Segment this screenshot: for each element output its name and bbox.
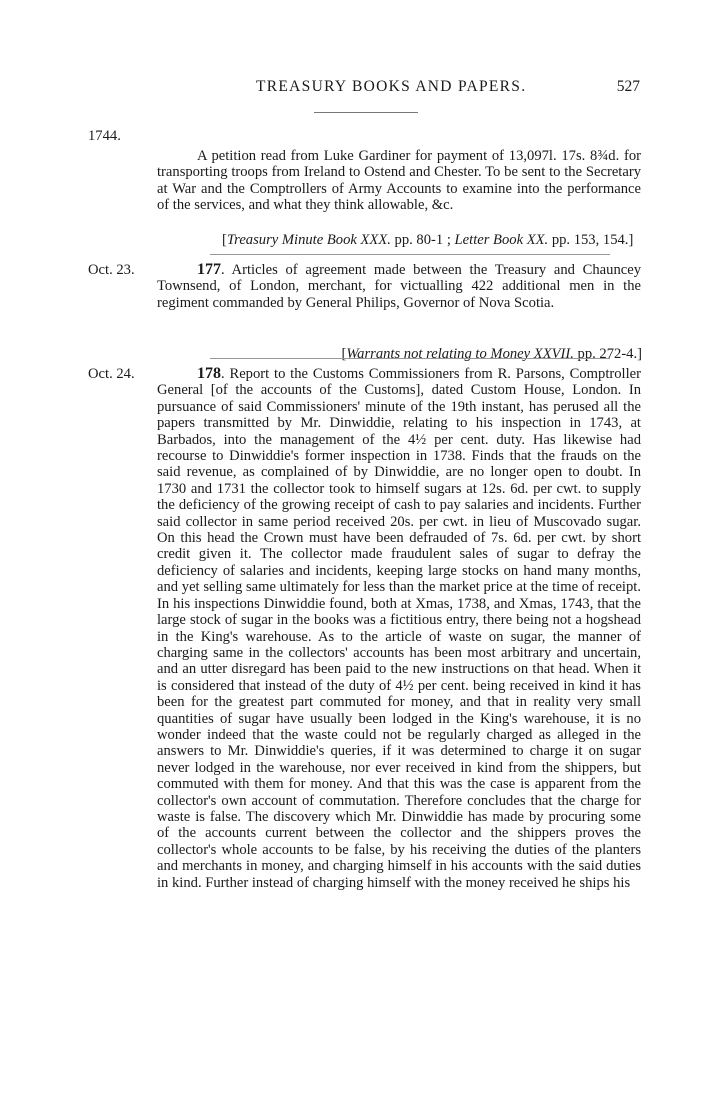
running-head [0,78,722,100]
page-number: 527 [616,78,640,95]
entry-body: . Report to the Customs Commissioners from R. Parsons, Comptroller General [of the accounts of the Customs], dated Custom House, London. In pursuance of said Commissioners' minute of the 19th instant, has perused all the papers transmitted by Mr. Dinwiddie, relating to his inspection in 1743, at Barbados, into the management of the 4½ per cent. duty. Has likewise had recourse to Dinwiddie's former inspection in 1738. Finds that the frauds on the said revenue, as complained of by Dinwiddie, are no longer open to doubt. In 1730 and 1731 the collector took to himself sugars at 12s. 6d. per cwt. to supply the deficiency of the growing receipt of cash to pay salaries and incidents. Further said collector in same period received 20s. per cwt. in lieu of Muscovado sugar. On this head the Crown must have been defrauded of 7s. 6d. per cwt. by short credit given it. The collector made fraudulent sales of sugar to defray the deficiency of salaries and incidents, keeping large stocks on hand many months, and yet selling same ultimately for less than the market price at the time of receipt. In his inspections Dinwiddie found, both at Xmas, 1738, and Xmas, 1743, that the large stock of sugar in the books was a fictitious entry, there being not a hogshead in the King's warehouse. As to the article of waste on sugar, the manner of charging same in the collectors' accounts has been most arbitrary and uncertain, and an utter disregard has been paid to the new instructions on that head. When it is considered that instead of the duty of 4½ per cent. being received in kind it has been for the greatest part commuted for money, and that in reality very small quantities of sugar have usually been lodged in the King's warehouse, it is no wonder indeed that the waste could not be regularly charged as alleged in the answers to Mr. Dinwiddie's queries, if it was determined to charge it on sugar never lodged in the warehouse, nor ever received in kind from the shippers, but commuted with them for money. And that this was the case is apparent from the collector's own account of commutation. Therefore concludes that the charge for waste is false. The discovery which Mr. Dinwiddie has made by procuring some of the accounts current between the collector and the shippers proves the collector's whole accounts to be false, by his receiving the duties of the planters and merchants in money, and charging himself in his accounts with the said duties in kind. Further instead of charging himself with the money received he ships his [157,366,641,891]
citation-pages: pp. 80-1 ; [390,232,455,248]
year-label: 1744. [88,128,121,144]
entry-divider [210,254,610,255]
citation-pages-2: pp. 153, 154.] [548,232,634,248]
citation-source: Treasury Minute Book XXX. [226,232,391,248]
citation-source-2: Letter Book XX. [454,232,549,248]
header-rule [314,112,418,113]
citation-source: Warrants not relating to Money XXVII. [346,346,574,362]
entry-number: 178 [197,365,221,382]
entry-text [157,366,641,891]
entry-date: Oct. 23. [88,262,135,278]
entry-body: . Articles of agreement made between the Treasury and Chauncey Townsend, of London, merchant, for victualling 422 additional men in the regiment commanded by General Philips, Governor of Nova Scotia. [157,262,641,311]
entry-divider [210,358,610,359]
citation-pages: pp. 272-4.] [573,346,642,362]
entry-number: 177 [197,261,221,278]
entry-citation: [Warrants not relating to Money XXVII. pp. 272-4.] [341,346,642,362]
entry-text [157,262,641,311]
entry-text: A petition read from Luke Gardiner for payment of 13,097l. 17s. 8¾d. for transporting troops from Ireland to Ostend and Chester. To be sent to the Secretary at War and the Comptrollers of Army Accounts to examine into the performance of the services, and what they think allowable, &c. [157,148,641,214]
entry-citation: [Treasury Minute Book XXX. pp. 80-1 ; Letter Book XX. pp. 153, 154.] [222,232,634,248]
entry-date: Oct. 24. [88,366,135,382]
running-title: TREASURY BOOKS AND PAPERS. [256,78,527,95]
